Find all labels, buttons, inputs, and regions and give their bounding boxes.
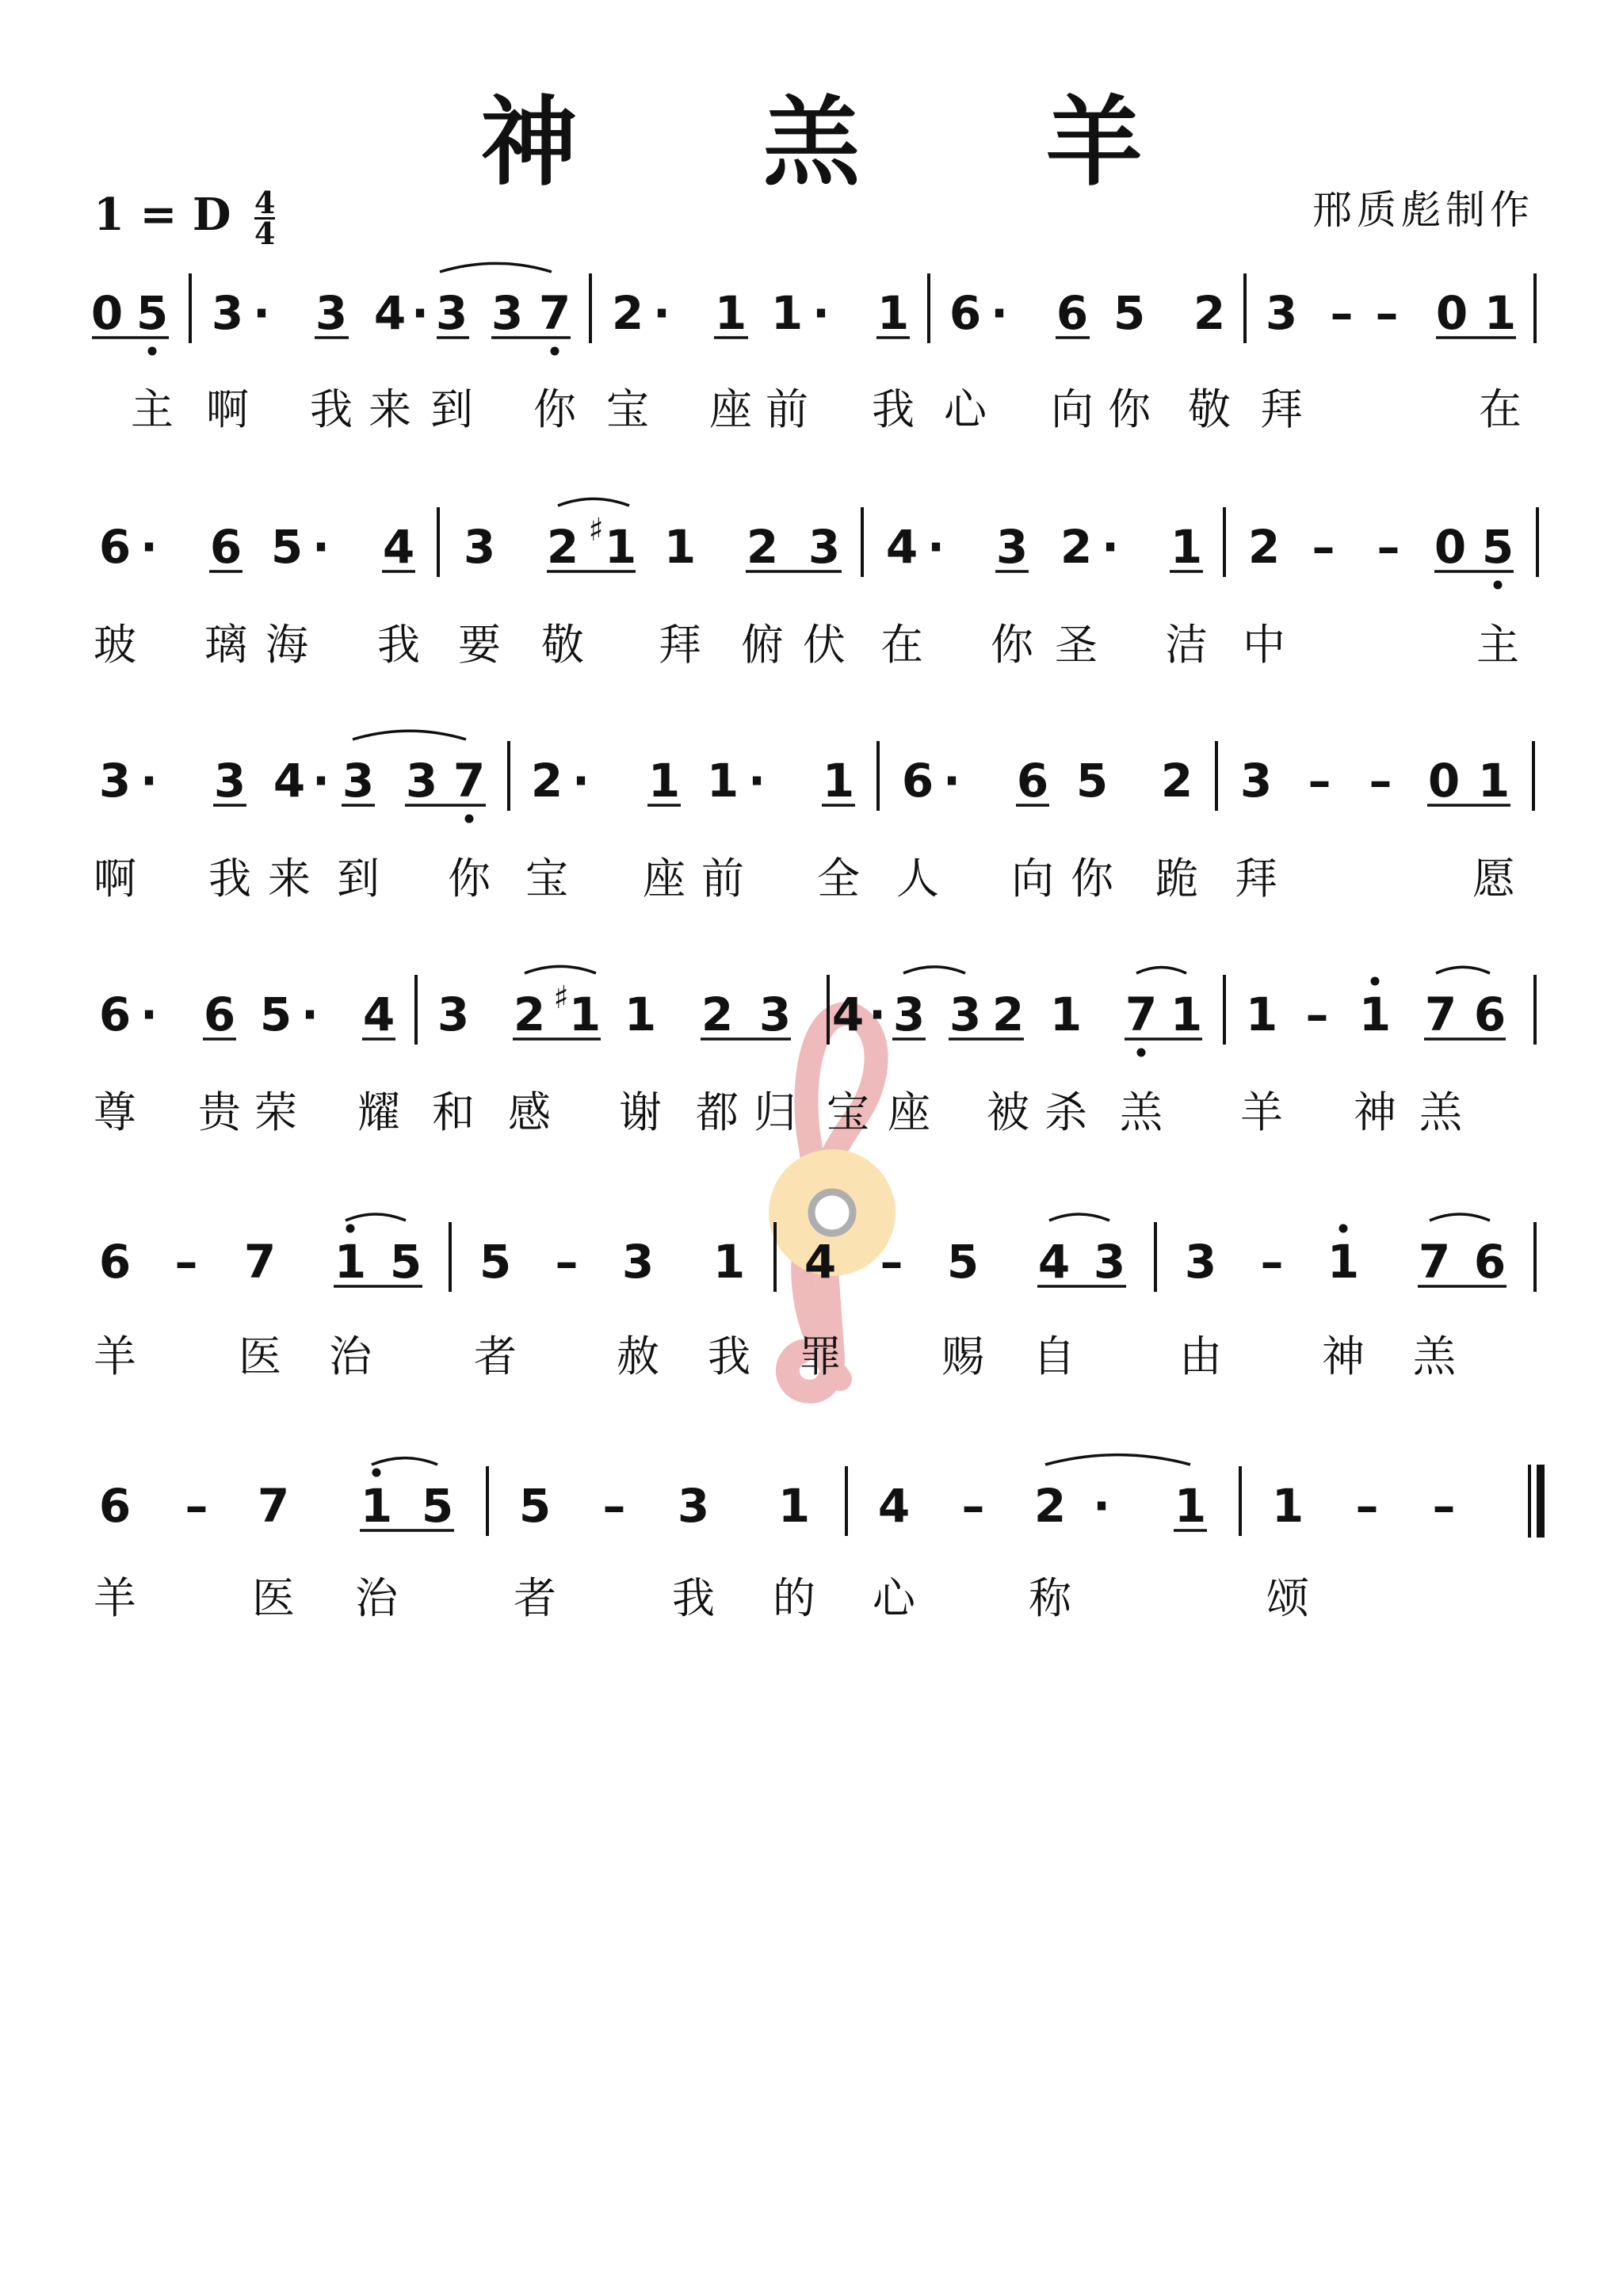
lyric-syllable: 前 xyxy=(766,384,808,434)
note: 1 xyxy=(770,286,804,340)
augmentation-dot: · xyxy=(139,754,158,808)
note: 6 xyxy=(209,520,242,574)
note: 3 xyxy=(211,286,244,340)
note: 1 xyxy=(360,1479,393,1533)
lyric-syllable: 者 xyxy=(514,1573,556,1623)
lyric-syllable: 医 xyxy=(252,1573,295,1623)
note: 1 xyxy=(334,1235,367,1289)
note: 1 xyxy=(568,988,601,1041)
lyric-syllable: 荣 xyxy=(254,1087,297,1137)
lyric-syllable: 敬 xyxy=(541,620,584,670)
lyric-syllable: 要 xyxy=(458,620,501,670)
note: 4 xyxy=(382,520,415,574)
note: 6 xyxy=(98,1235,132,1289)
augmentation-dot: · xyxy=(571,754,590,808)
high-octave-dot xyxy=(1371,977,1380,986)
dash-extension: – xyxy=(174,1235,198,1289)
lyric-syllable: 宝 xyxy=(525,854,568,904)
lyric-syllable: 我 xyxy=(672,1573,715,1623)
note: 2 xyxy=(530,754,563,808)
augmentation-dot: · xyxy=(139,988,158,1041)
note: 1 xyxy=(876,286,910,340)
lyric-syllable: 者 xyxy=(474,1331,517,1381)
note: 3 xyxy=(405,754,438,808)
lyric-syllable: 俯 xyxy=(741,620,784,670)
note: 2 xyxy=(1060,520,1093,574)
slur-tie xyxy=(903,967,965,973)
lyric-syllable: 称 xyxy=(1029,1573,1071,1623)
lyric-syllable: 被 xyxy=(987,1087,1029,1137)
note: 4 xyxy=(885,520,918,574)
dash-extension: – xyxy=(1369,754,1392,808)
sharp-accidental: ♯ xyxy=(588,511,604,548)
note: 5 xyxy=(270,520,304,574)
slur-tie xyxy=(372,1458,437,1465)
lyric-syllable: 来 xyxy=(369,384,411,434)
note: 1 xyxy=(822,754,855,808)
note: 2 xyxy=(1193,286,1226,340)
credit-text: 邢质彪制作 xyxy=(1312,187,1534,233)
note: 0 xyxy=(1435,286,1468,340)
lyric-syllable: 谢 xyxy=(619,1087,662,1137)
note: 2 xyxy=(1160,754,1193,808)
note: 1 xyxy=(1245,988,1278,1041)
lyric-syllable: 你 xyxy=(448,854,491,904)
note: 1 xyxy=(1484,286,1517,340)
note: 6 xyxy=(98,520,132,574)
lyric-syllable: 在 xyxy=(1479,384,1522,434)
augmentation-dot: · xyxy=(868,988,887,1041)
note: 5 xyxy=(479,1235,512,1289)
note: 2 xyxy=(1247,520,1281,574)
lyric-syllable: 治 xyxy=(355,1573,398,1623)
note: 5 xyxy=(1075,754,1109,808)
lyric-syllable: 羔 xyxy=(1413,1331,1456,1381)
note: 3 xyxy=(1093,1235,1126,1289)
high-octave-dot xyxy=(372,1469,381,1477)
lyric-syllable: 贵 xyxy=(198,1087,241,1137)
lyric-syllable: 你 xyxy=(991,620,1033,670)
note: 1 xyxy=(1358,988,1392,1041)
lyric-syllable: 我 xyxy=(310,384,353,434)
lyric-syllable: 到 xyxy=(337,854,380,904)
augmentation-dot: · xyxy=(300,988,319,1041)
lyric-syllable: 向 xyxy=(1051,384,1094,434)
low-octave-dot xyxy=(465,815,474,823)
note: 6 xyxy=(98,988,132,1041)
lyric-syllable: 由 xyxy=(1179,1331,1222,1381)
dash-extension: – xyxy=(1355,1479,1379,1533)
note: 4 xyxy=(273,754,306,808)
note: 5 xyxy=(946,1235,980,1289)
note: 3 xyxy=(995,520,1029,574)
note: 3 xyxy=(435,286,468,340)
lyric-syllable: 你 xyxy=(1071,854,1113,904)
lyric-syllable: 拜 xyxy=(1260,384,1303,434)
note: 3 xyxy=(98,754,132,808)
note: 6 xyxy=(1056,286,1089,340)
lyric-syllable: 羊 xyxy=(1240,1087,1283,1137)
slur-tie xyxy=(353,731,466,739)
lyric-syllable: 治 xyxy=(329,1331,372,1381)
lyric-syllable: 耀 xyxy=(357,1087,400,1137)
dash-extension: – xyxy=(1308,754,1331,808)
lyric-syllable: 神 xyxy=(1322,1331,1365,1381)
dash-extension: – xyxy=(1305,988,1329,1041)
score-line-6 xyxy=(94,1455,1541,1623)
lyric-syllable: 玻 xyxy=(94,620,136,670)
dash-extension: – xyxy=(1260,1235,1284,1289)
note: 3 xyxy=(949,988,982,1041)
lyric-syllable: 都 xyxy=(696,1087,739,1137)
lyric-syllable: 的 xyxy=(773,1573,815,1623)
slur-tie xyxy=(525,966,596,973)
slur-tie xyxy=(440,263,552,272)
note: 1 xyxy=(624,988,657,1041)
note: 0 xyxy=(90,286,124,340)
augmentation-dot: · xyxy=(747,754,766,808)
lyric-syllable: 赦 xyxy=(617,1331,659,1381)
note: 5 xyxy=(421,1479,454,1533)
score-line-2 xyxy=(94,499,1537,670)
dash-extension: – xyxy=(1432,1479,1456,1533)
lyric-syllable: 我 xyxy=(708,1331,750,1381)
lyric-syllable: 伏 xyxy=(803,620,846,670)
lyric-syllable: 羊 xyxy=(94,1573,136,1623)
note: 3 xyxy=(1239,754,1273,808)
note: 3 xyxy=(437,988,470,1041)
lyric-syllable: 璃 xyxy=(204,620,247,670)
note: 3 xyxy=(342,754,375,808)
low-octave-dot xyxy=(1137,1049,1146,1057)
slur-tie xyxy=(1436,967,1490,973)
song-title: 神 羔 羊 xyxy=(480,85,1219,199)
augmentation-dot: · xyxy=(942,754,961,808)
lyric-syllable: 羔 xyxy=(1120,1087,1163,1137)
lyric-syllable: 座 xyxy=(709,384,752,434)
note: 4 xyxy=(373,286,407,340)
lyric-syllable: 拜 xyxy=(659,620,701,670)
lyric-syllable: 宝 xyxy=(606,384,649,434)
dash-extension: – xyxy=(1330,286,1354,340)
lyric-syllable: 我 xyxy=(872,384,915,434)
lyric-syllable: 敬 xyxy=(1188,384,1231,434)
note: 0 xyxy=(1434,520,1467,574)
lyric-syllable: 你 xyxy=(533,384,576,434)
lyric-syllable: 人 xyxy=(896,854,939,904)
dash-extension: – xyxy=(961,1479,985,1533)
note: 2 xyxy=(746,520,779,574)
slur-tie xyxy=(1430,1214,1490,1221)
slur-tie xyxy=(1049,1214,1109,1221)
lyric-syllable: 在 xyxy=(880,620,923,670)
note: 3 xyxy=(491,286,524,340)
lyric-syllable: 宝 xyxy=(827,1087,869,1137)
lyric-syllable: 向 xyxy=(1011,854,1054,904)
augmentation-dot: · xyxy=(139,520,158,574)
note: 3 xyxy=(315,286,348,340)
score-line-3 xyxy=(94,731,1533,904)
slur-tie xyxy=(1136,967,1186,973)
note: 2 xyxy=(701,988,734,1041)
note: 1 xyxy=(706,754,739,808)
note: 7 xyxy=(453,754,486,808)
note: 3 xyxy=(213,754,246,808)
note: 5 xyxy=(1113,286,1146,340)
lyric-syllable: 神 xyxy=(1354,1087,1396,1137)
note: 4 xyxy=(877,1479,911,1533)
slur-tie xyxy=(346,1214,406,1221)
note: 1 xyxy=(777,1479,811,1533)
high-octave-dot xyxy=(346,1224,355,1233)
augmentation-dot: · xyxy=(1101,520,1120,574)
cd-hole-icon xyxy=(812,1192,853,1233)
lyric-syllable: 杀 xyxy=(1044,1087,1087,1137)
note: 2 xyxy=(1033,1479,1067,1533)
lyric-syllable: 尊 xyxy=(94,1087,136,1137)
lyric-syllable: 羔 xyxy=(1419,1087,1462,1137)
lyric-syllable: 啊 xyxy=(206,384,249,434)
augmentation-dot: · xyxy=(812,286,831,340)
note: 1 xyxy=(1477,754,1510,808)
lyric-syllable: 啊 xyxy=(94,854,136,904)
sharp-accidental: ♯ xyxy=(553,979,569,1016)
lyric-syllable: 感 xyxy=(508,1087,551,1137)
lyric-syllable: 主 xyxy=(131,384,174,434)
augmentation-dot: · xyxy=(926,520,945,574)
low-octave-dot xyxy=(1494,581,1503,590)
note: 1 xyxy=(1170,988,1203,1041)
note: 7 xyxy=(1418,1235,1451,1289)
lyric-syllable: 座 xyxy=(888,1087,930,1137)
lyric-syllable: 全 xyxy=(817,854,860,904)
lyric-syllable: 主 xyxy=(1476,620,1519,670)
note: 3 xyxy=(808,520,841,574)
note: 7 xyxy=(257,1479,290,1533)
lyric-syllable: 和 xyxy=(432,1087,475,1137)
note: 6 xyxy=(98,1479,132,1533)
lyric-syllable: 自 xyxy=(1033,1331,1075,1381)
note: 1 xyxy=(663,520,697,574)
dash-extension: – xyxy=(185,1479,208,1533)
dash-extension: – xyxy=(1377,520,1400,574)
note: 2 xyxy=(513,988,546,1041)
note: 4 xyxy=(831,988,865,1041)
note: 5 xyxy=(259,988,292,1041)
note: 4 xyxy=(362,988,395,1041)
augmentation-dot: · xyxy=(990,286,1009,340)
note: 3 xyxy=(463,520,496,574)
note: 1 xyxy=(714,286,747,340)
lyric-syllable: 你 xyxy=(1108,384,1151,434)
augmentation-dot: · xyxy=(252,286,271,340)
dash-extension: – xyxy=(602,1479,626,1533)
augmentation-dot: · xyxy=(411,286,430,340)
note: 5 xyxy=(389,1235,422,1289)
note: 1 xyxy=(1327,1235,1360,1289)
note: 6 xyxy=(1016,754,1049,808)
note: 6 xyxy=(901,754,934,808)
note: 6 xyxy=(203,988,236,1041)
high-octave-dot xyxy=(1339,1224,1348,1233)
lyric-syllable: 我 xyxy=(377,620,420,670)
lyric-syllable: 归 xyxy=(754,1087,796,1137)
dash-extension: – xyxy=(1312,520,1335,574)
note: 7 xyxy=(243,1235,277,1289)
note: 5 xyxy=(518,1479,552,1533)
lyric-syllable: 我 xyxy=(208,854,251,904)
augmentation-dot: · xyxy=(311,754,330,808)
note: 2 xyxy=(991,988,1025,1041)
note: 6 xyxy=(1473,988,1507,1041)
time-signature-bottom: 4 xyxy=(254,216,276,251)
lyric-syllable: 赐 xyxy=(941,1331,984,1381)
note: 0 xyxy=(1427,754,1461,808)
low-octave-dot xyxy=(551,347,559,356)
lyric-syllable: 来 xyxy=(268,854,311,904)
note: 3 xyxy=(621,1235,655,1289)
dash-extension: – xyxy=(555,1235,579,1289)
lyric-syllable: 拜 xyxy=(1235,854,1277,904)
note: 2 xyxy=(611,286,644,340)
note: 2 xyxy=(546,520,579,574)
lyric-syllable: 心 xyxy=(873,1573,915,1623)
key-label: 1 = D xyxy=(94,189,231,242)
low-octave-dot xyxy=(148,347,157,356)
lyric-syllable: 跪 xyxy=(1155,854,1198,904)
lyric-syllable: 心 xyxy=(944,384,987,434)
note: 1 xyxy=(647,754,681,808)
lyric-syllable: 洁 xyxy=(1165,620,1208,670)
lyric-syllable: 医 xyxy=(239,1331,281,1381)
note: 1 xyxy=(1170,520,1203,574)
note: 4 xyxy=(1037,1235,1071,1289)
lyric-syllable: 中 xyxy=(1243,620,1285,670)
dash-extension: – xyxy=(880,1235,903,1289)
note: 5 xyxy=(1481,520,1514,574)
note: 3 xyxy=(892,988,926,1041)
note: 1 xyxy=(1049,988,1083,1041)
score-line-1 xyxy=(91,263,1535,434)
augmentation-dot: · xyxy=(1092,1479,1111,1533)
augmentation-dot: · xyxy=(652,286,671,340)
note: 1 xyxy=(1174,1479,1207,1533)
lyric-syllable: 海 xyxy=(265,620,308,670)
note: 7 xyxy=(538,286,571,340)
slur-tie xyxy=(558,499,629,506)
note: 1 xyxy=(604,520,637,574)
lyric-syllable: 颂 xyxy=(1266,1573,1309,1623)
note: 3 xyxy=(1184,1235,1217,1289)
note: 1 xyxy=(1271,1479,1304,1533)
lyric-syllable: 到 xyxy=(430,384,473,434)
note: 6 xyxy=(949,286,982,340)
note: 7 xyxy=(1424,988,1457,1041)
note: 6 xyxy=(1473,1235,1507,1289)
note: 5 xyxy=(136,286,169,340)
note: 4 xyxy=(804,1235,837,1289)
lyric-syllable: 圣 xyxy=(1055,620,1098,670)
augmentation-dot: · xyxy=(311,520,330,574)
note: 7 xyxy=(1125,988,1158,1041)
note: 3 xyxy=(758,988,792,1041)
note: 1 xyxy=(712,1235,746,1289)
lyric-syllable: 罪 xyxy=(799,1331,842,1381)
lyric-syllable: 羊 xyxy=(94,1331,136,1381)
note: 3 xyxy=(1265,286,1298,340)
lyric-syllable: 愿 xyxy=(1472,854,1515,904)
lyric-syllable: 前 xyxy=(701,854,744,904)
lyric-syllable: 座 xyxy=(643,854,685,904)
dash-extension: – xyxy=(1375,286,1399,340)
slur-tie xyxy=(1045,1455,1190,1465)
time-signature-top: 4 xyxy=(254,185,276,220)
note: 3 xyxy=(677,1479,710,1533)
